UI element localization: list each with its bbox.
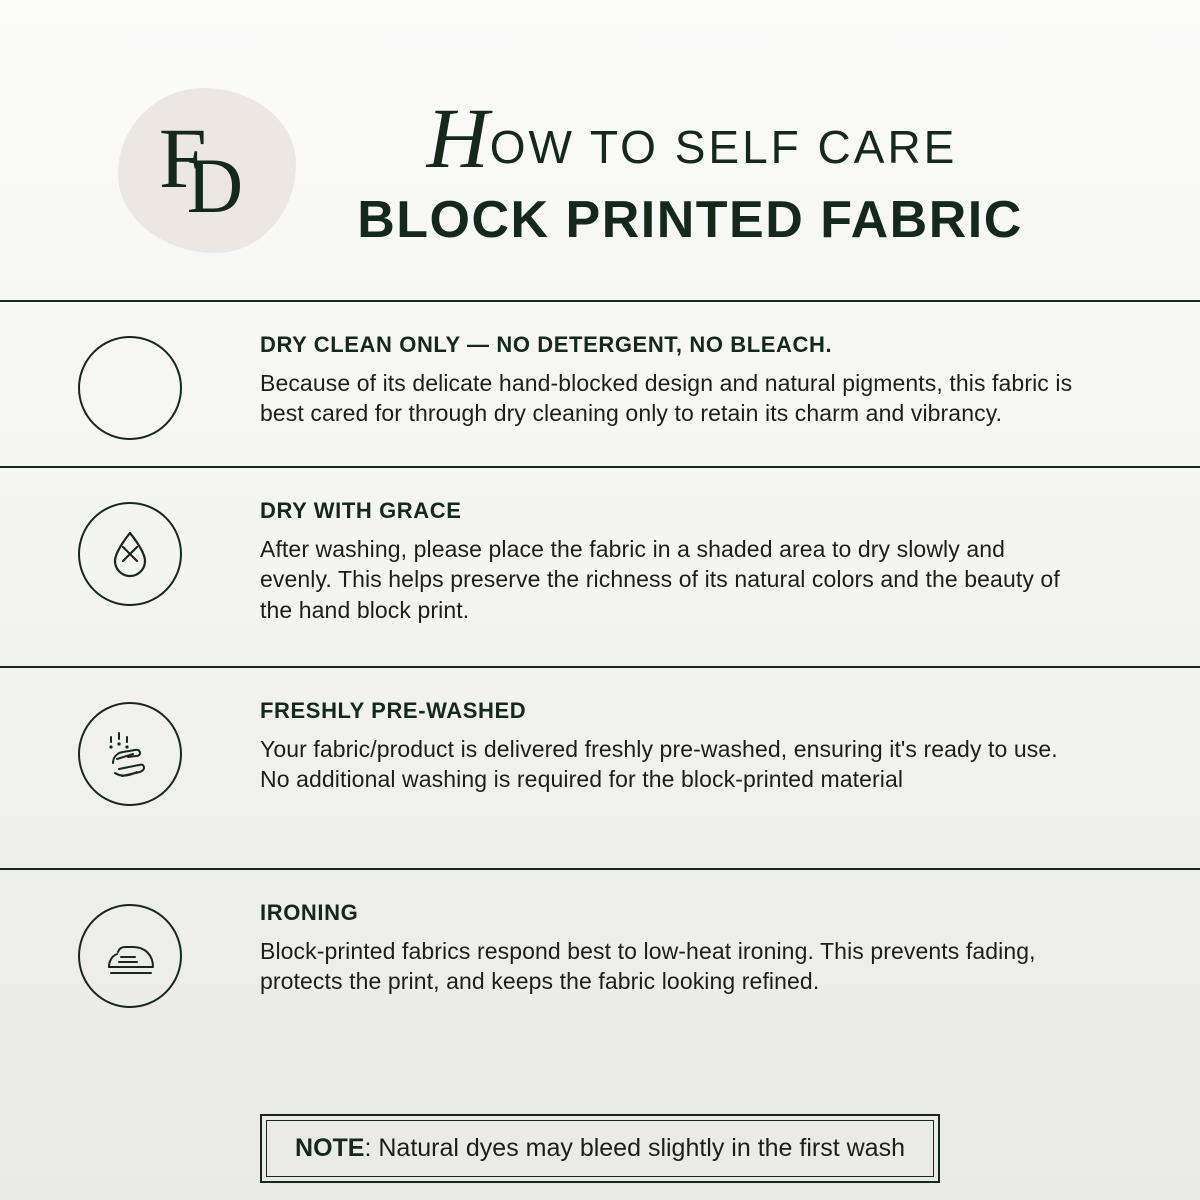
icon-cell (0, 328, 260, 440)
note-label: NOTE (295, 1134, 365, 1162)
note-section (0, 1114, 1200, 1183)
title-script-initial: H (426, 90, 492, 186)
care-row-body: Block-printed fabrics respond best to low-heat ironing. This prevents fading, protects the print, and keeps the fabric looking refined. (260, 938, 1036, 995)
care-row-title: DRY CLEAN ONLY — NO DETERGENT, NO BLEACH. (260, 332, 833, 357)
title-line-1 (330, 90, 1050, 186)
care-row-body: Your fabric/product is delivered freshly pre-washed, ensuring it's ready to use. No additional washing is required for the block-printed material (260, 736, 1058, 793)
care-row (0, 668, 1200, 870)
no-wring-droplet-icon (78, 502, 182, 606)
care-row-body: Because of its delicate hand-blocked design and natural pigments, this fabric is best cared for through dry cleaning only to retain its charm and vibrancy. (260, 370, 1073, 427)
logo-letter-d: D (186, 142, 244, 230)
header (0, 0, 1200, 300)
iron-icon (78, 904, 182, 1008)
brand-logo (118, 88, 302, 258)
hand-wash-icon (78, 702, 182, 806)
circle-plain-icon (78, 336, 182, 440)
icon-cell (0, 694, 260, 806)
logo-monogram (118, 88, 296, 253)
care-row-body: After washing, please place the fabric in a shaded area to dry slowly and evenly. This helps preserve the richness of its natural colors and the beauty of the hand block print. (260, 536, 1060, 623)
care-row (0, 302, 1200, 468)
care-row (0, 870, 1200, 1070)
text-cell (260, 494, 1200, 625)
text-cell (260, 328, 1200, 429)
text-cell (260, 694, 1200, 795)
care-row-title: DRY WITH GRACE (260, 498, 462, 523)
care-row-title: FRESHLY PRE-WASHED (260, 698, 527, 723)
title-line-1-rest: OW TO SELF CARE (489, 121, 958, 173)
title-line-2: BLOCK PRINTED FABRIC (357, 191, 1023, 249)
text-cell (260, 896, 1200, 997)
icon-cell (0, 494, 260, 606)
note-box (260, 1114, 940, 1183)
care-row-title: IRONING (260, 900, 359, 925)
care-rows (0, 300, 1200, 1070)
icon-cell (0, 896, 260, 1008)
note-body: : Natural dyes may bleed slightly in the first wash (364, 1134, 905, 1162)
note-text (266, 1120, 934, 1177)
care-row (0, 468, 1200, 668)
page-title (330, 90, 1050, 250)
logo-letter-f: F (158, 110, 207, 207)
